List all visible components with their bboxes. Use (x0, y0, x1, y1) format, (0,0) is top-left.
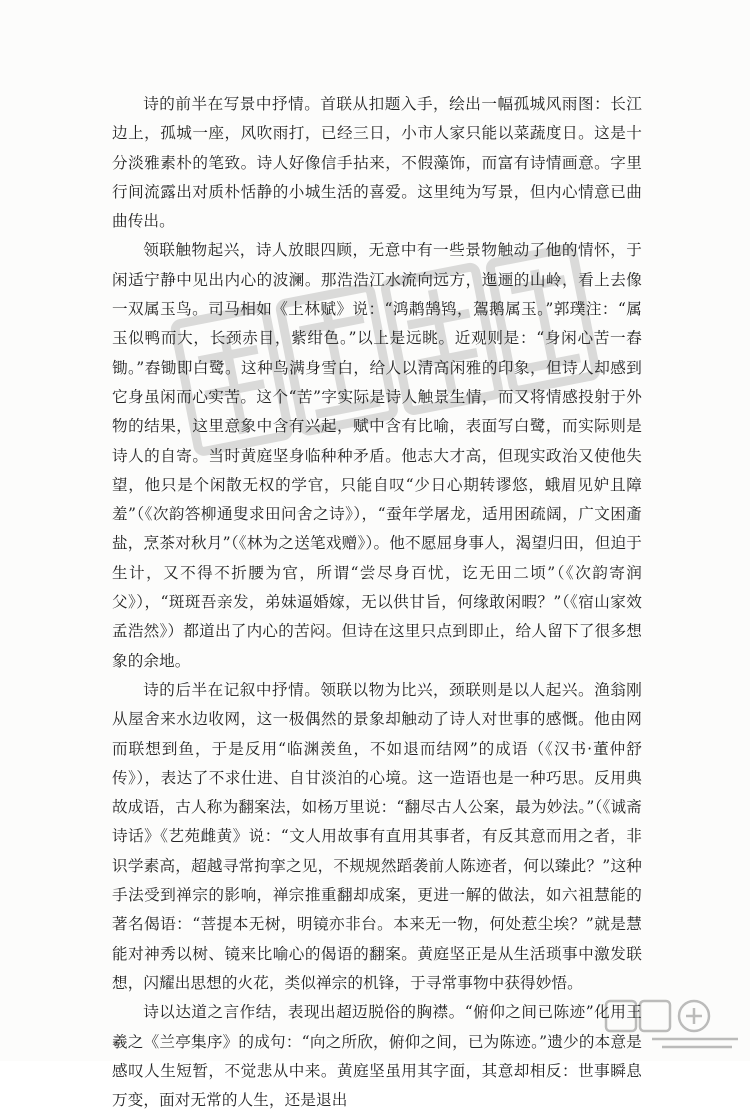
paragraph: 领联触物起兴，诗人放眼四顾，无意中有一些景物触动了他的情怀，于闲适宁静中见出内心的波澜。那浩浩江水流向远方，迤逦的山岭，看上去像一双属玉鸟。司马相如《上林赋》说：“鸿鹔鹄鸨，鴐鹅属玉。”郭璞注：“属玉似鸭而大，长颈赤目，紫绀色。”以上是远眺。近观则是：“身闲心苦一舂锄。”舂锄即白鹭。这种鸟满身雪白，给人以清高闲雅的印象，但诗人却感到它身虽闲而心实苦。这个“苦”字实际是诗人触景生情，而又将情感投射于外物的结果，这里意象中含有兴起，赋中含有比喻，表面写白鹭，而实际则是诗人的自寄。当时黄庭坚身临种种矛盾。他志大才高，但现实政治又使他失望，他只是个闲散无权的学官，只能自叹“少日心期转谬悠，蛾眉见妒且障羞”（《次韵答柳通叟求田问舍之诗》），“蚕年学屠龙，适用困疏阔，广文困齑盐，烹茶对秋月”（《林为之送笔戏赠》）。他不愿屈身事人，渴望归田，但迫于生计，又不得不折腰为官，所谓“尝尽身百忧，讫无田二顷”（《次韵寄润父》），“斑斑吾亲发，弟妹逼婚嫁，无以供甘旨，何缘敢闲暇？”（《宿山家效孟浩然》）都道出了内心的苦闷。但诗在这里只点到即止，给人留下了很多想象的余地。 (112, 241, 642, 670)
corner-logo (602, 995, 742, 1055)
paragraph: 诗以达道之言作结，表现出超迈脱俗的胸襟。“俯仰之间已陈迹”化用王羲之《兰亭集序》的成句：“向之所欣，俯仰之间，已为陈迹。”遗少的本意是感叹人生短暂，不觉悲从中来。黄庭坚虽用其字面，其意却相反：世事瞬息万变，面对无常的人生，还是退出 (112, 1003, 642, 1110)
paragraph: 诗的前半在写景中抒情。首联从扣题入手，绘出一幅孤城风雨图：长江边上，孤城一座，风吹雨打，已经三日，小市人家只能以菜蔬度日。这是十分淡雅素朴的笔致。诗人好像信手拈来，不假藻饰，而富有诗情画意。字里行间流露出对质朴恬静的小城生活的喜爱。这里纯为写景，但内心情意已曲曲传出。 (112, 95, 642, 231)
paragraph: 诗的后半在记叙中抒情。领联以物为比兴，颈联则是以人起兴。渔翁刚从屋舍来水边收网，这一极偶然的景象却触动了诗人对世事的感慨。他由网而联想到鱼，于是反用“临渊羡鱼，不如退而结网”的成语（《汉书·董仲舒传》），表达了不求仕进、自甘淡泊的心境。这一造语也是一种巧思。反用典故成语，古人称为翻案法，如杨万里说：“翻尽古人公案，最为妙法。”（《诚斋诗话》《艺苑雌黄》说：“文人用故事有直用其事者，有反其意而用之者，非识学素高，超越寻常拘挛之见，不规规然蹈袭前人陈迹者，何以臻此？”这种手法受到禅宗的影响，禅宗推重翻却成案，更进一解的做法，如六祖慧能的著名偈语：“菩提本无树，明镜亦非台。本来无一物，何处惹尘埃？”就是慧能对神秀以树、镜来比喻心的偈语的翻案。黄庭坚正是从生活琐事中激发联想，闪耀出思想的火花，类似禅宗的机锋，于寻常事物中获得妙悟。 (112, 680, 642, 992)
article-body (112, 90, 642, 1115)
